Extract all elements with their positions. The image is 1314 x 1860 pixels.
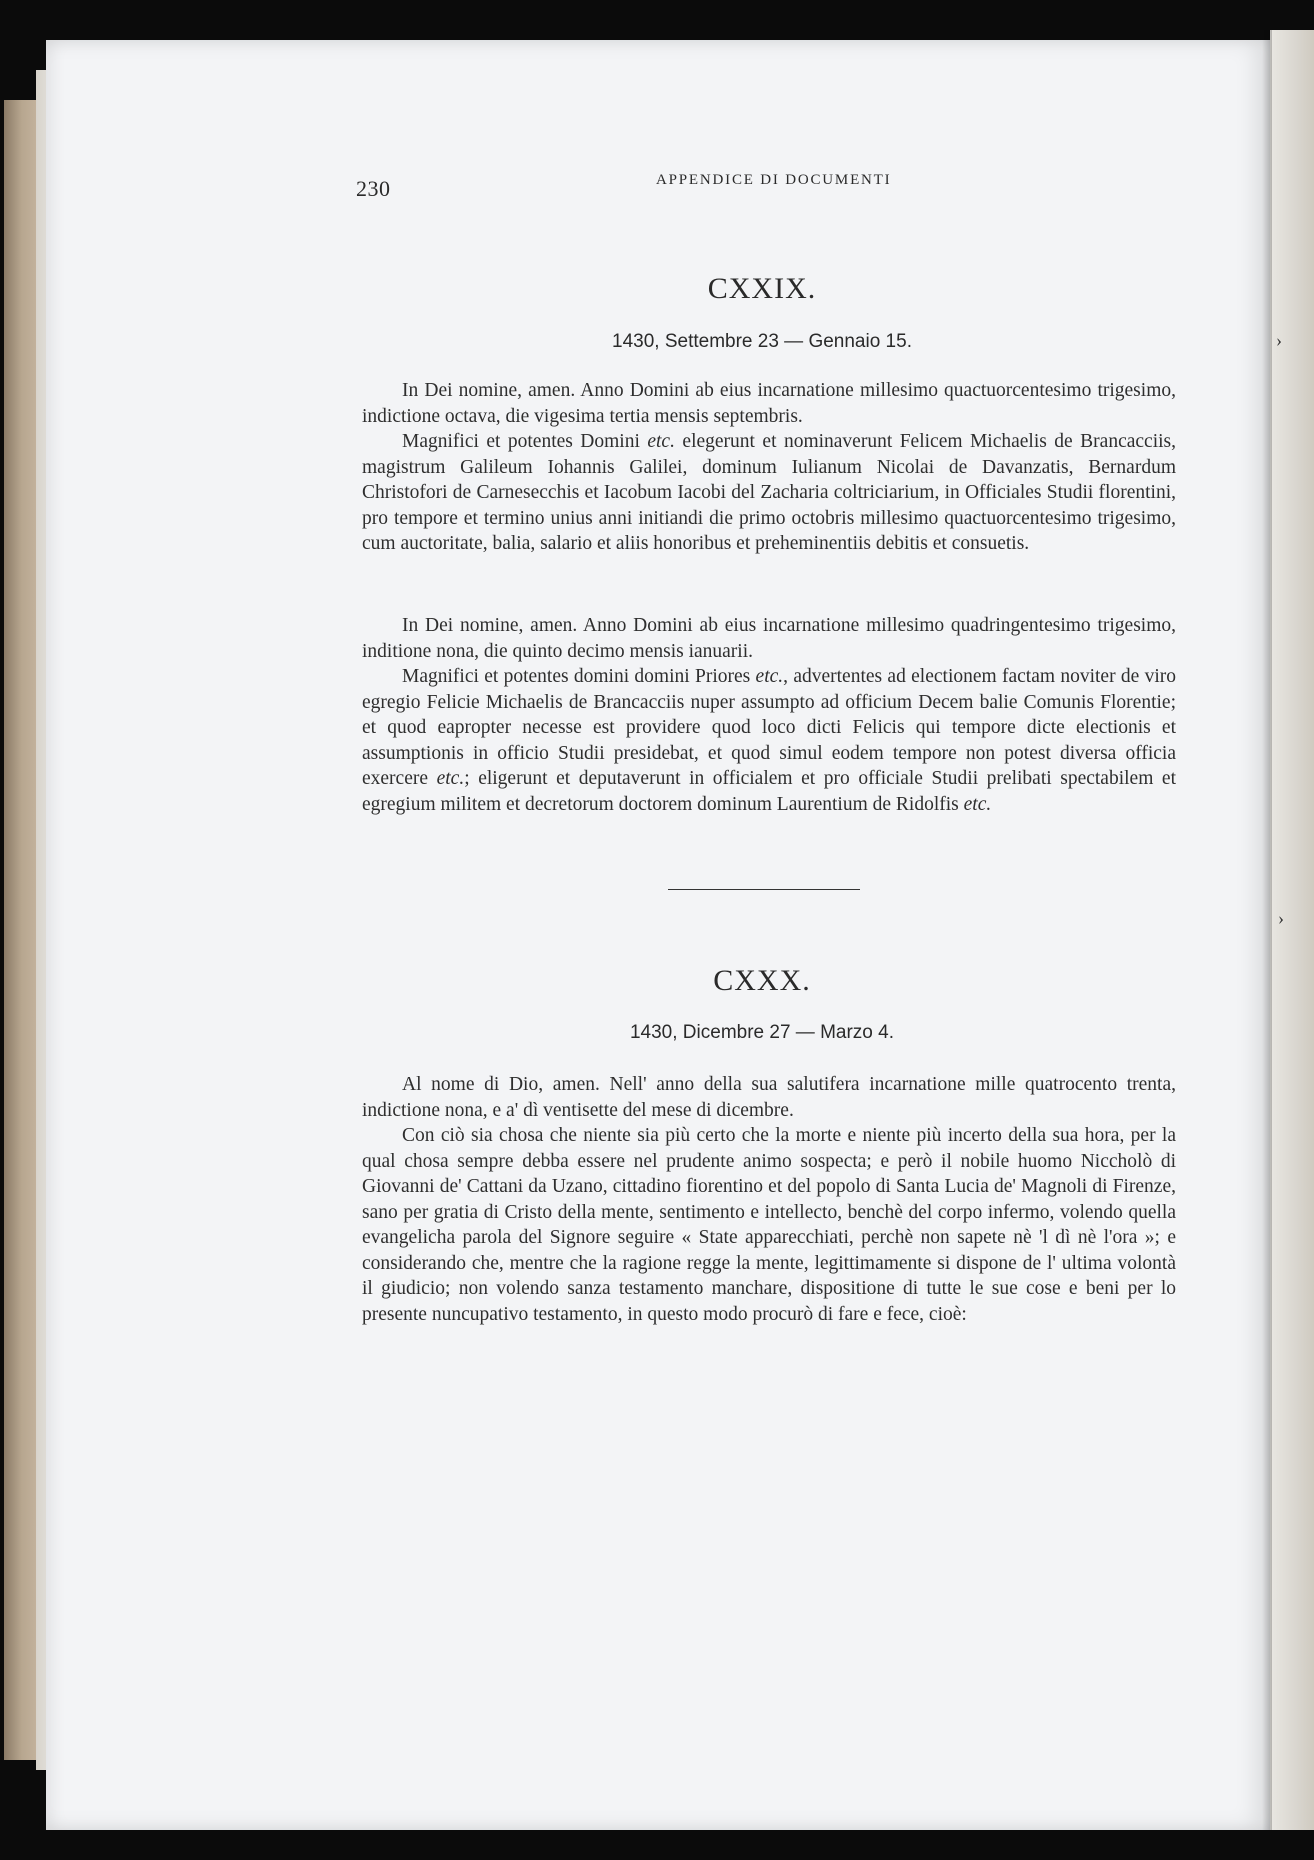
gutter-shadow [1262, 30, 1272, 1830]
page-number: 230 [356, 176, 391, 201]
document-number: CXXX. [713, 964, 811, 997]
paragraph: Al nome di Dio, amen. Nell' anno della sua salutifera incarnatione mille quatrocento trenta, indictione nona, e a' dì ventisette del mese di dicembre. [362, 1074, 1176, 1121]
paragraph: Magnifici et potentes Domini etc. elegerunt et nominaverunt Felicem Michaelis de Brancacciis, magistrum Galileum Iohannis Galilei, dominum Iulianum Nicolai de Davanzatis, Bernardum Christofori de Carnesecchis et Iacobum Iacobi del Zacharia coltriciarium, in Officiales Studii florentini, pro tempore et termino unius anni initiandi die primo octobris millesimo quactuorcentesimo trigesimo, cum auctoritate, balia, salario et aliis honoribus et preheminentiis debitis et consuetis. [362, 431, 1176, 554]
running-header [356, 172, 1168, 202]
page-stack-right [1270, 30, 1314, 1830]
paragraph: In Dei nomine, amen. Anno Domini ab eius incarnatione millesimo quadringentesimo trigesimo, inditione nona, die quinto decimo mensis ianuarii. [362, 615, 1176, 662]
document-number: CXXIX. [707, 272, 817, 305]
document-date: 1430, Settembre 23 — Gennaio 15. [612, 331, 912, 352]
margin-mark: › [1276, 330, 1282, 350]
margin-mark: › [1278, 908, 1284, 928]
running-title: APPENDICE DI DOCUMENTI [656, 172, 892, 188]
section-divider [668, 889, 860, 890]
paragraph: In Dei nomine, amen. Anno Domini ab eius incarnatione millesimo quactuorcentesimo trigesimo, indictione octava, die vigesima tertia mensis septembris. [362, 380, 1176, 427]
paragraph: Magnifici et potentes domini domini Priores etc., advertentes ad electionem factam noviter de viro egregio Felicie Michaelis de Brancacciis nuper assumpto ad officium Decem balie Comunis Florentie; et quod eapropter necesse est providere quod loco dicti Felicis qui tempore dicte electionis et assumptionis in officio Studii presidebat, et quod simul eodem tempore non potest diversa officia exercere etc.; eligerunt et deputaverunt in officialem et pro officiale Studii prelibati spectabilem et egregium militem et decretorum doctorem dominum Laurentium de Ridolfis etc. [362, 666, 1177, 815]
document-date: 1430, Dicembre 27 — Marzo 4. [629, 1022, 894, 1043]
paragraph: Con ciò sia chosa che niente sia più certo che la morte e niente più incerto della sua hora, per la qual chosa sempre debba essere nel prudente animo sospecta; e però il nobile huomo Niccholò di Giovanni de' Cattani da Uzano, cittadino fiorentino et del popolo di Santa Lucia de' Magnoli di Firenze, sano per gratia di Cristo della mente, sentimento e intellecto, benchè del corpo infermo, volendo quella evangelicha parola del Signore seguire « State apparecchiati, perchè non sapete nè 'l dì nè l'ora »; e considerando che, mentre che la ragione regge la mente, legittimamente si dispone de l' ultima volontà il giudicio; non volendo sanza testamento manchare, dispositione di tutte le sue cose e beni per lo presente nuncupativo testamento, in questo modo procurò di fare e fece, cioè: [362, 1125, 1176, 1325]
book-page [46, 40, 1270, 1830]
